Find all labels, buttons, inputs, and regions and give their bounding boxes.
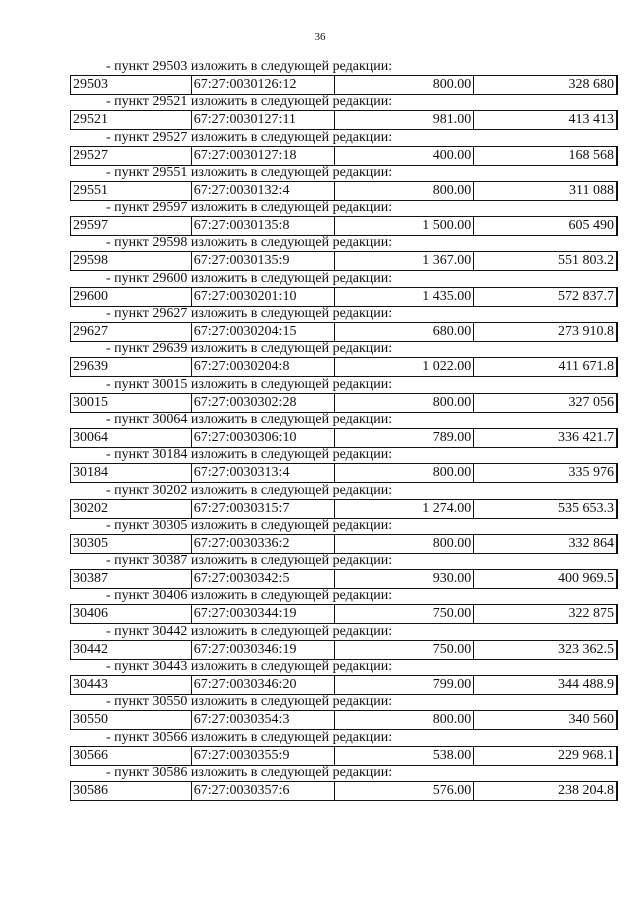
cadastral-value-cell: 327 056 — [474, 394, 618, 412]
item-number-cell: 29598 — [71, 252, 192, 270]
table-row — [70, 428, 618, 448]
item-number-cell: 30586 — [71, 782, 192, 800]
cadastral-number-cell: 67:27:0030135:8 — [192, 217, 335, 235]
cadastral-number-cell: 67:27:0030306:10 — [192, 429, 335, 447]
cadastral-number-cell: 67:27:0030204:8 — [192, 358, 335, 376]
cadastral-value-cell: 605 490 — [474, 217, 618, 235]
area-cell: 930.00 — [335, 570, 475, 588]
item-number-cell: 30015 — [71, 394, 192, 412]
amendment-note: - пункт 29527 изложить в следующей редакции: — [106, 129, 393, 145]
cadastral-number-cell: 67:27:0030354:3 — [192, 711, 335, 729]
area-cell: 680.00 — [335, 323, 475, 341]
item-number-cell: 29527 — [71, 147, 192, 165]
cadastral-value-cell: 332 864 — [474, 535, 618, 553]
amendment-note: - пункт 29521 изложить в следующей редакции: — [106, 94, 393, 110]
amendment-note: - пункт 29639 изложить в следующей редакции: — [106, 341, 393, 357]
table-row — [70, 181, 618, 201]
cadastral-number-cell: 67:27:0030127:11 — [192, 111, 335, 129]
table-row — [70, 499, 618, 519]
amendment-note: - пункт 30443 изложить в следующей редакции: — [106, 659, 393, 675]
item-number-cell: 30406 — [71, 605, 192, 623]
area-cell: 750.00 — [335, 605, 475, 623]
area-cell: 981.00 — [335, 111, 475, 129]
table-row — [70, 710, 618, 730]
amendment-entry — [70, 305, 618, 340]
area-cell: 800.00 — [335, 182, 475, 200]
amendment-note: - пункт 30586 изложить в следующей редакции: — [106, 764, 393, 780]
amendment-entry — [70, 270, 618, 305]
cadastral-number-cell: 67:27:0030336:2 — [192, 535, 335, 553]
area-cell: 750.00 — [335, 641, 475, 659]
amendment-entry — [70, 658, 618, 693]
amendment-entry — [70, 482, 618, 517]
area-cell: 800.00 — [335, 711, 475, 729]
cadastral-value-cell: 322 875 — [474, 605, 618, 623]
page-number: 36 — [314, 31, 326, 43]
cadastral-value-cell: 413 413 — [474, 111, 618, 129]
table-row — [70, 357, 618, 377]
amendment-entry — [70, 693, 618, 728]
item-number-cell: 30443 — [71, 676, 192, 694]
table-row — [70, 146, 618, 166]
area-cell: 800.00 — [335, 464, 475, 482]
amendment-entry — [70, 234, 618, 269]
item-number-cell: 29639 — [71, 358, 192, 376]
amendment-note: - пункт 30406 изложить в следующей редакции: — [106, 588, 393, 604]
cadastral-value-cell: 411 671.8 — [474, 358, 618, 376]
amendment-note: - пункт 30305 изложить в следующей редакции: — [106, 517, 393, 533]
item-number-cell: 30550 — [71, 711, 192, 729]
area-cell: 1 435.00 — [335, 288, 475, 306]
item-number-cell: 29503 — [71, 76, 192, 94]
amendment-entry — [70, 376, 618, 411]
cadastral-number-cell: 67:27:0030126:12 — [192, 76, 335, 94]
item-number-cell: 29600 — [71, 288, 192, 306]
amendment-entry — [70, 552, 618, 587]
cadastral-value-cell: 273 910.8 — [474, 323, 618, 341]
amendment-note: - пункт 29598 изложить в следующей редакции: — [106, 235, 393, 251]
cadastral-value-cell: 340 560 — [474, 711, 618, 729]
amendment-entry — [70, 129, 618, 164]
area-cell: 789.00 — [335, 429, 475, 447]
item-number-cell: 30305 — [71, 535, 192, 553]
cadastral-number-cell: 67:27:0030313:4 — [192, 464, 335, 482]
amendment-note: - пункт 30015 изложить в следующей редакции: — [106, 376, 393, 392]
area-cell: 538.00 — [335, 747, 475, 765]
amendment-note: - пункт 30387 изложить в следующей редакции: — [106, 553, 393, 569]
amendment-note: - пункт 30550 изложить в следующей редакции: — [106, 694, 393, 710]
cadastral-number-cell: 67:27:0030201:10 — [192, 288, 335, 306]
cadastral-value-cell: 229 968.1 — [474, 747, 618, 765]
cadastral-value-cell: 238 204.8 — [474, 782, 618, 800]
area-cell: 800.00 — [335, 76, 475, 94]
amendment-note: - пункт 30566 изложить в следующей редакции: — [106, 729, 393, 745]
cadastral-number-cell: 67:27:0030355:9 — [192, 747, 335, 765]
item-number-cell: 30064 — [71, 429, 192, 447]
table-row — [70, 675, 618, 695]
amendment-entry — [70, 58, 618, 93]
table-row — [70, 75, 618, 95]
cadastral-number-cell: 67:27:0030315:7 — [192, 500, 335, 518]
amendment-entry — [70, 340, 618, 375]
table-row — [70, 746, 618, 766]
cadastral-value-cell: 335 976 — [474, 464, 618, 482]
amendment-note: - пункт 30184 изложить в следующей редакции: — [106, 447, 393, 463]
amendment-note: - пункт 29627 изложить в следующей редакции: — [106, 306, 393, 322]
cadastral-value-cell: 311 088 — [474, 182, 618, 200]
area-cell: 1 274.00 — [335, 500, 475, 518]
cadastral-number-cell: 67:27:0030135:9 — [192, 252, 335, 270]
table-row — [70, 251, 618, 271]
item-number-cell: 30202 — [71, 500, 192, 518]
cadastral-value-cell: 535 653.3 — [474, 500, 618, 518]
amendment-note: - пункт 29600 изложить в следующей редакции: — [106, 270, 393, 286]
item-number-cell: 29627 — [71, 323, 192, 341]
amendment-entry — [70, 164, 618, 199]
area-cell: 799.00 — [335, 676, 475, 694]
item-number-cell: 30566 — [71, 747, 192, 765]
amendment-entry — [70, 411, 618, 446]
item-number-cell: 29521 — [71, 111, 192, 129]
amendment-entry — [70, 729, 618, 764]
amendment-note: - пункт 29503 изложить в следующей редакции: — [106, 59, 393, 74]
cadastral-value-cell: 551 803.2 — [474, 252, 618, 270]
cadastral-number-cell: 67:27:0030342:5 — [192, 570, 335, 588]
table-row — [70, 569, 618, 589]
area-cell: 800.00 — [335, 394, 475, 412]
cadastral-number-cell: 67:27:0030127:18 — [192, 147, 335, 165]
table-row — [70, 216, 618, 236]
item-number-cell: 30442 — [71, 641, 192, 659]
cadastral-number-cell: 67:27:0030132:4 — [192, 182, 335, 200]
area-cell: 1 500.00 — [335, 217, 475, 235]
area-cell: 1 022.00 — [335, 358, 475, 376]
amendments-list — [70, 58, 618, 799]
amendment-entry — [70, 764, 618, 799]
table-row — [70, 604, 618, 624]
table-row — [70, 640, 618, 660]
amendment-entry — [70, 623, 618, 658]
cadastral-value-cell: 323 362.5 — [474, 641, 618, 659]
item-number-cell: 29597 — [71, 217, 192, 235]
area-cell: 576.00 — [335, 782, 475, 800]
amendment-note: - пункт 29551 изложить в следующей редакции: — [106, 164, 393, 180]
amendment-entry — [70, 199, 618, 234]
cadastral-number-cell: 67:27:0030357:6 — [192, 782, 335, 800]
item-number-cell: 30184 — [71, 464, 192, 482]
cadastral-number-cell: 67:27:0030204:15 — [192, 323, 335, 341]
cadastral-value-cell: 328 680 — [474, 76, 618, 94]
amendment-note: - пункт 30202 изложить в следующей редакции: — [106, 482, 393, 498]
cadastral-value-cell: 344 488.9 — [474, 676, 618, 694]
item-number-cell: 29551 — [71, 182, 192, 200]
cadastral-value-cell: 336 421.7 — [474, 429, 618, 447]
table-row — [70, 463, 618, 483]
cadastral-number-cell: 67:27:0030346:19 — [192, 641, 335, 659]
area-cell: 400.00 — [335, 147, 475, 165]
amendment-entry — [70, 446, 618, 481]
amendment-note: - пункт 29597 изложить в следующей редакции: — [106, 200, 393, 216]
table-row — [70, 322, 618, 342]
cadastral-number-cell: 67:27:0030344:19 — [192, 605, 335, 623]
table-row — [70, 534, 618, 554]
amendment-entry — [70, 517, 618, 552]
amendment-entry — [70, 93, 618, 128]
table-row — [70, 110, 618, 130]
item-number-cell: 30387 — [71, 570, 192, 588]
area-cell: 1 367.00 — [335, 252, 475, 270]
amendment-entry — [70, 587, 618, 622]
cadastral-value-cell: 168 568 — [474, 147, 618, 165]
table-row — [70, 781, 618, 801]
table-row — [70, 393, 618, 413]
area-cell: 800.00 — [335, 535, 475, 553]
cadastral-number-cell: 67:27:0030302:28 — [192, 394, 335, 412]
cadastral-value-cell: 572 837.7 — [474, 288, 618, 306]
cadastral-value-cell: 400 969.5 — [474, 570, 618, 588]
cadastral-number-cell: 67:27:0030346:20 — [192, 676, 335, 694]
amendment-note: - пункт 30442 изложить в следующей редакции: — [106, 623, 393, 639]
table-row — [70, 287, 618, 307]
amendment-note: - пункт 30064 изложить в следующей редакции: — [106, 411, 393, 427]
